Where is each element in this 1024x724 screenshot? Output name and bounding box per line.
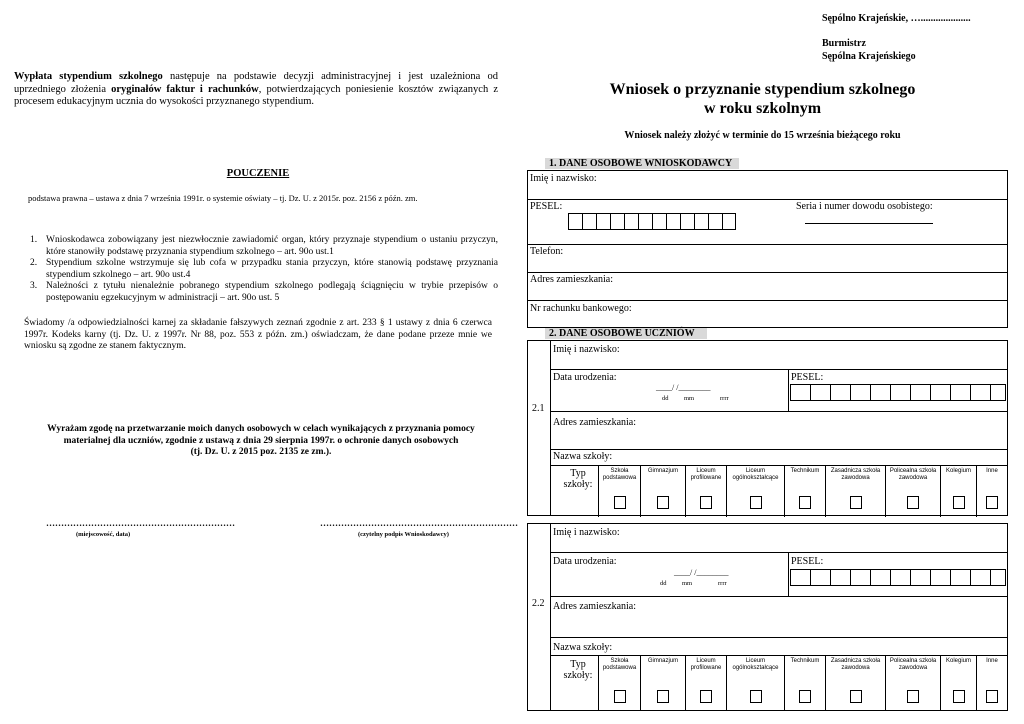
intro-paragraph bbox=[14, 71, 498, 109]
applicant-data-table bbox=[527, 170, 1008, 328]
applicant-name-label: Imię i nazwisko: bbox=[530, 173, 597, 184]
school-type-option[interactable]: Policealna szkoła zawodowa bbox=[885, 655, 940, 711]
student-name-label: Imię i nazwisko: bbox=[553, 527, 620, 538]
checkbox bbox=[850, 496, 862, 509]
checkbox bbox=[986, 690, 998, 703]
dd-label: dd bbox=[662, 395, 669, 402]
school-type-option[interactable]: Technikum bbox=[784, 465, 825, 517]
title-line-2: w roku szkolnym bbox=[703, 100, 822, 117]
signature-dots-left[interactable]: ……………………………………………………… bbox=[46, 518, 235, 528]
school-type-label: Typ szkoły: bbox=[563, 659, 593, 681]
deadline-note: Wniosek należy złożyć w terminie do 15 września bieżącego roku bbox=[624, 130, 901, 141]
section1-heading: 1. DANE OSOBOWE WNIOSKODAWCY bbox=[545, 158, 739, 169]
pouczenie-heading: POUCZENIE bbox=[226, 168, 290, 179]
mm-label: mm bbox=[682, 580, 693, 587]
school-type-option[interactable]: Inne bbox=[976, 465, 1007, 517]
id-card-label: Seria i numer dowodu osobistego: bbox=[796, 201, 933, 212]
school-type-option[interactable]: Liceum profilowane bbox=[685, 465, 726, 517]
school-type-option[interactable]: Zasadnicza szkoła zawodowa bbox=[825, 465, 885, 517]
rrrr-label: rrrr bbox=[718, 580, 727, 587]
checkbox bbox=[850, 690, 862, 703]
student-pesel-cells[interactable] bbox=[790, 569, 1006, 586]
school-name-label: Nazwa szkoły: bbox=[553, 642, 613, 653]
checkbox bbox=[907, 690, 919, 703]
school-type-option[interactable]: Gimnazjum bbox=[640, 465, 685, 517]
intro-text-2: , potwierdzających poniesienie kosztów związanych z procesem edukacyjnym ucznia do wysokości przyznanego stypendium. bbox=[14, 83, 498, 107]
student-dob-label: Data urodzenia: bbox=[553, 372, 617, 383]
school-type-grid bbox=[598, 655, 1007, 711]
oath-statement: Świadomy /a odpowiedzialności karnej za składanie fałszywych zeznań zgodnie z art. 233 § 1 ustawy z dnia 6 czerwca 1997r. Kodeks karny (tj. Dz. U. z 1997r. Nr 88, poz. 553 z późn. zm.) oświadczam, że dane podane przeze mnie we wniosku są zgodne ze stanem faktycznym. bbox=[24, 318, 492, 351]
school-type-option[interactable]: Liceum ogólnokształcące bbox=[726, 465, 784, 517]
rules-list bbox=[30, 235, 498, 304]
school-type-option[interactable]: Zasadnicza szkoła zawodowa bbox=[825, 655, 885, 711]
header-block bbox=[822, 12, 971, 63]
student-pesel-label: PESEL: bbox=[791, 556, 824, 567]
school-type-option[interactable]: Policealna szkoła zawodowa bbox=[885, 465, 940, 517]
dob-format[interactable]: ____/ /________ bbox=[674, 568, 729, 577]
student-address-label: Adres zamieszkania: bbox=[553, 601, 637, 612]
school-type-option[interactable]: Kolegium bbox=[940, 465, 976, 517]
school-type-option[interactable]: Szkoła podstawowa bbox=[598, 655, 640, 711]
school-type-option[interactable]: Szkoła podstawowa bbox=[598, 465, 640, 517]
school-type-option[interactable]: Gimnazjum bbox=[640, 655, 685, 711]
dob-format[interactable]: ____/ /________ bbox=[656, 383, 711, 392]
section2-heading: 2. DANE OSOBOWE UCZNIÓW bbox=[545, 328, 707, 339]
checkbox bbox=[657, 496, 669, 509]
addressee-line-1: Burmistrz bbox=[822, 38, 866, 49]
school-type-label: Typ szkoły: bbox=[563, 468, 593, 490]
applicant-address-label: Adres zamieszkania: bbox=[530, 274, 614, 285]
school-name-label: Nazwa szkoły: bbox=[553, 451, 613, 462]
title-line-1: Wniosek o przyznanie stypendium szkolnego bbox=[609, 81, 916, 98]
applicant-pesel-cells[interactable] bbox=[568, 213, 736, 230]
school-type-option[interactable]: Technikum bbox=[784, 655, 825, 711]
intro-bold-2: oryginałów faktur i rachunków bbox=[111, 83, 259, 95]
checkbox bbox=[700, 496, 712, 509]
signature-dots-right[interactable]: ………………………………………………………… bbox=[320, 518, 518, 528]
form-title bbox=[560, 80, 965, 118]
student-number: 2.1 bbox=[532, 403, 545, 414]
rrrr-label: rrrr bbox=[720, 395, 729, 402]
place-date-line: Sępólno Krajeńskie, ….................... bbox=[822, 13, 971, 24]
checkbox bbox=[907, 496, 919, 509]
checkbox bbox=[799, 690, 811, 703]
checkbox bbox=[750, 690, 762, 703]
student-block-1 bbox=[527, 340, 1008, 516]
school-type-option[interactable]: Liceum profilowane bbox=[685, 655, 726, 711]
student-address-label: Adres zamieszkania: bbox=[553, 417, 637, 428]
checkbox bbox=[750, 496, 762, 509]
checkbox bbox=[953, 690, 965, 703]
student-dob-label: Data urodzenia: bbox=[553, 556, 617, 567]
bank-account-label: Nr rachunku bankowego: bbox=[530, 303, 632, 314]
school-type-option[interactable]: Inne bbox=[976, 655, 1007, 711]
school-type-option[interactable]: Kolegium bbox=[940, 655, 976, 711]
student-pesel-cells[interactable] bbox=[790, 384, 1006, 401]
data-consent: Wyrażam zgodę na przetwarzanie moich danych osobowych w celach wynikających z przyznania pomocy materialnej dla uczniów, zgodnie z ustawą z dnia 29 sierpnia 1997r. o ochronie danych osobowych (tj. Dz. U. z 2015 poz. 2135 ze zm.). bbox=[47, 424, 475, 457]
applicant-pesel-label: PESEL: bbox=[530, 201, 563, 212]
school-type-option[interactable]: Liceum ogólnokształcące bbox=[726, 655, 784, 711]
checkbox bbox=[799, 496, 811, 509]
checkbox bbox=[657, 690, 669, 703]
phone-label: Telefon: bbox=[530, 246, 564, 257]
addressee-line-2: Sępólna Krajeńskiego bbox=[822, 51, 916, 62]
id-card-line bbox=[805, 223, 933, 224]
place-date-label: (miejscowość, data) bbox=[76, 531, 131, 538]
intro-text-1: następuje na podstawie decyzji administracyjnej i jest uzależniona od uprzedniego złożenia bbox=[14, 71, 498, 95]
checkbox bbox=[953, 496, 965, 509]
rule-item: 2. Stypendium szkolne wstrzymuje się lub cofa w przypadku stania przyczyn, które stanowią podstawę przyznania stypendium szkolnego – art. 90o ust.4 bbox=[30, 258, 498, 280]
mm-label: mm bbox=[684, 395, 695, 402]
rule-item: 1. Wnioskodawca zobowiązany jest niezwłocznie zawiadomić organ, który przyznaje stypendium o ustaniu przyczyn, które stanowiły podstawę przyznania stypendium szkolnego – art. 90o ust.1 bbox=[30, 235, 498, 257]
checkbox bbox=[614, 690, 626, 703]
intro-bold-1: Wypłata stypendium szkolnego bbox=[14, 71, 163, 82]
school-type-grid bbox=[598, 465, 1007, 517]
dd-label: dd bbox=[660, 580, 667, 587]
student-number: 2.2 bbox=[532, 598, 545, 609]
student-name-label: Imię i nazwisko: bbox=[553, 344, 620, 355]
checkbox bbox=[614, 496, 626, 509]
checkbox bbox=[986, 496, 998, 509]
student-pesel-label: PESEL: bbox=[791, 372, 824, 383]
student-block-2 bbox=[527, 523, 1008, 711]
signature-label: (czytelny podpis Wnioskodawcy) bbox=[358, 531, 449, 538]
checkbox bbox=[700, 690, 712, 703]
legal-basis: podstawa prawna – ustawa z dnia 7 września 1991r. o systemie oświaty – tj. Dz. U. z 2015r. poz. 2156 z późn. zm. bbox=[28, 193, 418, 203]
rule-item: 3. Należności z tytułu nienależnie pobranego stypendium szkolnego podlegają ściągnięciu w trybie przepisów o postępowaniu egzekucyjnym w administracji – art. 90o ust. 5 bbox=[30, 281, 498, 303]
